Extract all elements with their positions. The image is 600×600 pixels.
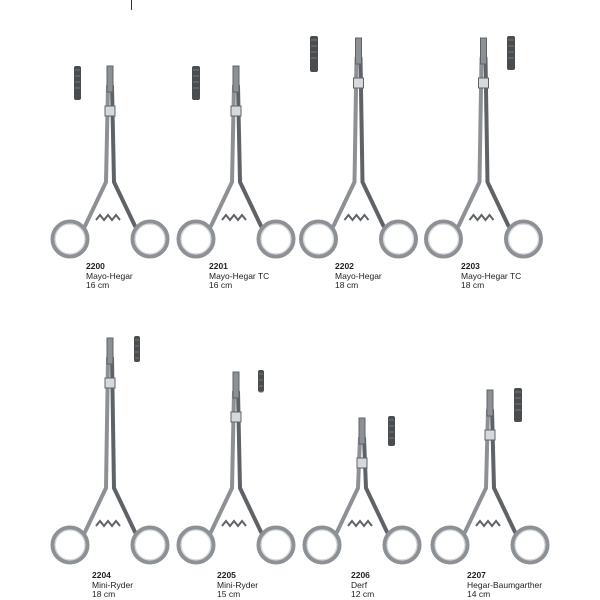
tip-icon	[359, 418, 365, 444]
left-ring-highlight-icon	[304, 224, 334, 254]
product-name: Mayo-Hegar TC	[461, 270, 522, 281]
right-ring-icon	[133, 528, 167, 562]
jaw-detail-icon	[258, 370, 264, 392]
tip-icon	[107, 338, 113, 364]
product-caption-2201	[209, 262, 269, 291]
needle-holder-icon	[50, 334, 170, 568]
left-ring-icon	[179, 222, 213, 256]
right-ring-icon	[385, 528, 419, 562]
left-ring-highlight-icon	[181, 224, 211, 254]
product-name: Mayo-Hegar	[86, 270, 133, 281]
left-ring-icon	[302, 222, 336, 256]
right-ring-highlight-icon	[384, 224, 414, 254]
product-code: 2205	[217, 570, 236, 580]
jaw-detail-icon	[74, 66, 81, 100]
tip-icon	[107, 66, 113, 92]
box-joint-icon	[357, 458, 367, 468]
right-ring-icon	[133, 222, 167, 256]
product-size: 18 cm	[461, 280, 485, 290]
ratchet-icon	[96, 521, 120, 526]
right-ring-highlight-icon	[261, 530, 291, 560]
ratchet-icon	[222, 521, 246, 526]
left-ring-highlight-icon	[307, 530, 337, 560]
product-size: 15 cm	[217, 589, 241, 599]
left-ring-icon	[433, 528, 467, 562]
left-ring-icon	[53, 222, 87, 256]
product-size: 14 cm	[467, 589, 491, 599]
right-ring-highlight-icon	[261, 224, 291, 254]
jaw-detail-icon	[514, 388, 522, 422]
tip-icon	[487, 390, 493, 416]
left-ring-highlight-icon	[429, 224, 459, 254]
needle-holder-icon	[296, 34, 421, 262]
needle-holder-image-2204	[50, 334, 170, 568]
left-ring-highlight-icon	[181, 530, 211, 560]
product-code: 2201	[209, 261, 228, 271]
product-caption-2203	[461, 262, 521, 291]
left-ring-highlight-icon	[435, 530, 465, 560]
right-ring-highlight-icon	[135, 224, 165, 254]
product-name: Hegar-Baumgarther	[467, 579, 543, 590]
left-shank-icon	[337, 438, 360, 532]
ratchet-icon	[470, 215, 494, 220]
box-joint-icon	[105, 106, 115, 116]
right-ring-highlight-icon	[135, 530, 165, 560]
product-name: Mini-Ryder	[217, 579, 259, 590]
jaw-detail-icon	[192, 66, 200, 100]
jaw-detail-icon	[310, 36, 318, 72]
needle-holder-icon	[176, 62, 296, 262]
box-joint-icon	[231, 106, 241, 116]
right-shank-icon	[492, 410, 515, 532]
ratchet-icon	[345, 215, 369, 220]
product-name: Mayo-Hegar	[335, 270, 382, 281]
right-ring-highlight-icon	[387, 530, 417, 560]
needle-holder-icon	[176, 368, 296, 568]
product-caption-2206	[351, 571, 374, 600]
left-ring-highlight-icon	[55, 224, 85, 254]
tip-icon	[233, 66, 239, 92]
box-joint-icon	[485, 430, 495, 440]
right-ring-icon	[507, 222, 541, 256]
product-size: 18 cm	[92, 589, 116, 599]
needle-holder-icon	[430, 386, 550, 568]
needle-holder-icon	[421, 34, 546, 262]
product-size: 16 cm	[209, 280, 233, 290]
product-caption-2205	[217, 571, 258, 600]
product-caption-2207	[467, 571, 542, 600]
tip-icon	[356, 38, 362, 64]
needle-holder-image-2207	[430, 386, 550, 568]
tip-icon	[233, 372, 239, 398]
box-joint-icon	[354, 78, 364, 88]
right-ring-icon	[259, 528, 293, 562]
left-shank-icon	[465, 410, 488, 532]
box-joint-icon	[479, 78, 489, 88]
left-ring-icon	[53, 528, 87, 562]
left-ring-icon	[305, 528, 339, 562]
needle-holder-image-2202	[296, 34, 421, 262]
needle-holder-image-2203	[421, 34, 546, 262]
needle-holder-icon	[302, 414, 422, 568]
product-caption-2200	[86, 262, 133, 291]
product-name: Mayo-Hegar TC	[209, 270, 270, 281]
product-caption-2204	[92, 571, 133, 600]
crop-mark	[131, 0, 132, 10]
product-size: 12 cm	[351, 589, 375, 599]
box-joint-icon	[231, 412, 241, 422]
product-size: 16 cm	[86, 280, 110, 290]
right-shank-icon	[364, 438, 387, 532]
right-ring-highlight-icon	[515, 530, 545, 560]
needle-holder-image-2200	[50, 62, 170, 262]
product-code: 2207	[467, 570, 486, 580]
left-ring-icon	[179, 528, 213, 562]
needle-holder-image-2205	[176, 368, 296, 568]
product-caption-2202	[335, 262, 382, 291]
product-size: 18 cm	[335, 280, 359, 290]
tip-icon	[481, 38, 487, 64]
box-joint-icon	[105, 378, 115, 388]
needle-holder-image-2206	[302, 414, 422, 568]
left-ring-highlight-icon	[55, 530, 85, 560]
product-code: 2202	[335, 261, 354, 271]
needle-holder-image-2201	[176, 62, 296, 262]
ratchet-icon	[96, 215, 120, 220]
jaw-detail-icon	[507, 36, 515, 70]
needle-holder-icon	[50, 62, 170, 262]
product-name: Derf	[351, 579, 368, 590]
product-code: 2200	[86, 261, 105, 271]
ratchet-icon	[476, 521, 500, 526]
right-ring-icon	[259, 222, 293, 256]
product-code: 2206	[351, 570, 370, 580]
right-ring-highlight-icon	[509, 224, 539, 254]
product-code: 2203	[461, 261, 480, 271]
ratchet-icon	[222, 215, 246, 220]
product-code: 2204	[92, 570, 111, 580]
right-ring-icon	[382, 222, 416, 256]
product-name: Mini-Ryder	[92, 579, 134, 590]
right-ring-icon	[513, 528, 547, 562]
left-ring-icon	[427, 222, 461, 256]
ratchet-icon	[348, 521, 372, 526]
